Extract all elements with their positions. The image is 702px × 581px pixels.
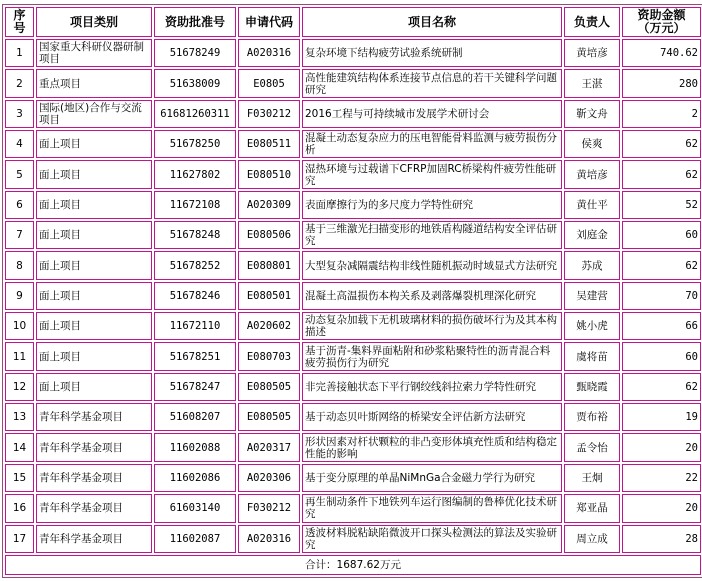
table-row <box>5 130 701 158</box>
cell-project-name: 混凝土高温损伤本构关系及剥落爆裂机理深化研究 <box>302 282 562 310</box>
table-row <box>5 69 701 97</box>
cell-grant-no: 51638009 <box>154 69 236 97</box>
header-row <box>5 7 701 37</box>
cell-code: F030212 <box>238 494 300 522</box>
cell-code: E080510 <box>238 160 300 188</box>
cell-leader: 王炯 <box>564 464 620 492</box>
cell-grant-no: 11602087 <box>154 525 236 554</box>
cell-grant-no: 11602086 <box>154 464 236 492</box>
cell-leader: 吴建营 <box>564 282 620 310</box>
cell-grant-no: 61603140 <box>154 494 236 522</box>
cell-category: 面上项目 <box>36 221 152 249</box>
table-row <box>5 100 701 128</box>
cell-seq: 11 <box>5 342 34 370</box>
cell-grant-no: 11602088 <box>154 433 236 461</box>
table-body <box>5 39 701 553</box>
cell-leader: 孟令怡 <box>564 433 620 461</box>
cell-seq: 16 <box>5 494 34 522</box>
cell-grant-no: 51608207 <box>154 403 236 431</box>
cell-project-name: 2016工程与可持续城市发展学术研讨会 <box>302 100 562 128</box>
cell-code: E080506 <box>238 221 300 249</box>
cell-amount: 20 <box>622 494 701 522</box>
header-leader: 负责人 <box>564 7 620 37</box>
cell-grant-no: 51678251 <box>154 342 236 370</box>
table-row <box>5 433 701 461</box>
cell-project-name: 基于沥青-集料界面粘附和砂浆粘聚特性的沥青混合料疲劳损伤行为研究 <box>302 342 562 370</box>
cell-category: 重点项目 <box>36 69 152 97</box>
cell-code: E080505 <box>238 403 300 431</box>
cell-code: E080501 <box>238 282 300 310</box>
total-row <box>5 555 701 575</box>
header-amount <box>622 7 701 37</box>
header-code: 申请代码 <box>238 7 300 37</box>
cell-leader: 甄晓霞 <box>564 373 620 401</box>
cell-category: 青年科学基金项目 <box>36 494 152 522</box>
cell-code: A020306 <box>238 464 300 492</box>
cell-seq: 8 <box>5 251 34 279</box>
table-row <box>5 160 701 188</box>
cell-amount: 60 <box>622 221 701 249</box>
table-row <box>5 525 701 554</box>
cell-leader: 黄培彦 <box>564 160 620 188</box>
cell-amount: 22 <box>622 464 701 492</box>
cell-project-name: 基于变分原理的单晶NiMnGa合金磁力学行为研究 <box>302 464 562 492</box>
cell-grant-no: 51678250 <box>154 130 236 158</box>
cell-code: E080703 <box>238 342 300 370</box>
cell-amount: 70 <box>622 282 701 310</box>
cell-amount: 62 <box>622 160 701 188</box>
cell-seq: 3 <box>5 100 34 128</box>
cell-seq: 17 <box>5 525 34 554</box>
cell-seq: 4 <box>5 130 34 158</box>
cell-code: A020316 <box>238 39 300 67</box>
table-row <box>5 373 701 401</box>
cell-category: 面上项目 <box>36 282 152 310</box>
cell-code: A020602 <box>238 312 300 340</box>
cell-project-name: 非完善接触状态下平行钢绞线斜拉索力学特性研究 <box>302 373 562 401</box>
cell-project-name: 透波材料脱粘缺陷微波开口探头检测法的算法及实验研究 <box>302 525 562 554</box>
table-row <box>5 494 701 522</box>
cell-seq: 13 <box>5 403 34 431</box>
cell-seq: 14 <box>5 433 34 461</box>
header-name: 项目名称 <box>302 7 562 37</box>
cell-amount: 62 <box>622 373 701 401</box>
cell-grant-no: 61681260311 <box>154 100 236 128</box>
table-row <box>5 251 701 279</box>
cell-seq: 15 <box>5 464 34 492</box>
table-row <box>5 221 701 249</box>
cell-amount: 60 <box>622 342 701 370</box>
table-row <box>5 342 701 370</box>
grant-table <box>2 4 702 578</box>
cell-category: 青年科学基金项目 <box>36 464 152 492</box>
cell-grant-no: 11672110 <box>154 312 236 340</box>
cell-category: 面上项目 <box>36 342 152 370</box>
cell-leader: 王湛 <box>564 69 620 97</box>
cell-amount: 66 <box>622 312 701 340</box>
cell-leader: 贾布裕 <box>564 403 620 431</box>
table-row <box>5 39 701 67</box>
cell-project-name: 复杂环境下结构疲劳试验系统研制 <box>302 39 562 67</box>
cell-leader: 侯爽 <box>564 130 620 158</box>
cell-amount: 52 <box>622 191 701 219</box>
header-amount-line2: （万元） <box>637 21 686 35</box>
cell-seq: 5 <box>5 160 34 188</box>
cell-code: E080505 <box>238 373 300 401</box>
cell-leader: 刘庭金 <box>564 221 620 249</box>
header-amount-line1: 资助金额 <box>637 8 686 22</box>
cell-grant-no: 51678252 <box>154 251 236 279</box>
cell-project-name: 动态复杂加载下无机玻璃材料的损伤破坏行为及其本构描述 <box>302 312 562 340</box>
cell-grant-no: 11672108 <box>154 191 236 219</box>
cell-amount: 280 <box>622 69 701 97</box>
cell-seq: 9 <box>5 282 34 310</box>
table-row <box>5 191 701 219</box>
cell-category: 面上项目 <box>36 373 152 401</box>
cell-leader: 郑亚晶 <box>564 494 620 522</box>
cell-seq: 2 <box>5 69 34 97</box>
cell-category: 国际(地区)合作与交流项目 <box>36 100 152 128</box>
cell-leader: 姚小虎 <box>564 312 620 340</box>
cell-grant-no: 51678248 <box>154 221 236 249</box>
cell-code: E080511 <box>238 130 300 158</box>
cell-code: A020309 <box>238 191 300 219</box>
cell-leader: 黄仕平 <box>564 191 620 219</box>
header-seq: 序号 <box>5 7 34 37</box>
cell-leader: 靳文舟 <box>564 100 620 128</box>
cell-code: A020317 <box>238 433 300 461</box>
cell-project-name: 大型复杂减隔震结构非线性随机振动时域显式方法研究 <box>302 251 562 279</box>
table-row <box>5 282 701 310</box>
cell-project-name: 表面摩擦行为的多尺度力学特性研究 <box>302 191 562 219</box>
cell-amount: 20 <box>622 433 701 461</box>
total-cell: 合计：1687.62万元 <box>5 555 701 575</box>
cell-project-name: 高性能建筑结构体系连接节点信息的若干关键科学问题研究 <box>302 69 562 97</box>
cell-category: 青年科学基金项目 <box>36 403 152 431</box>
cell-grant-no: 51678247 <box>154 373 236 401</box>
cell-grant-no: 51678246 <box>154 282 236 310</box>
cell-code: F030212 <box>238 100 300 128</box>
cell-category: 青年科学基金项目 <box>36 433 152 461</box>
cell-project-name: 再生制动条件下地铁列车运行图编制的鲁棒优化技术研究 <box>302 494 562 522</box>
cell-category: 面上项目 <box>36 130 152 158</box>
cell-code: E0805 <box>238 69 300 97</box>
cell-code: E080801 <box>238 251 300 279</box>
cell-seq: 1 <box>5 39 34 67</box>
header-grant-no: 资助批准号 <box>154 7 236 37</box>
cell-amount: 2 <box>622 100 701 128</box>
cell-leader: 虞将苗 <box>564 342 620 370</box>
cell-project-name: 基于动态贝叶斯网络的桥梁安全评估新方法研究 <box>302 403 562 431</box>
table-row <box>5 464 701 492</box>
cell-seq: 12 <box>5 373 34 401</box>
cell-amount: 19 <box>622 403 701 431</box>
cell-category: 面上项目 <box>36 160 152 188</box>
cell-grant-no: 51678249 <box>154 39 236 67</box>
cell-project-name: 基于三维激光扫描变形的地铁盾构隧道结构安全评估研究 <box>302 221 562 249</box>
cell-category: 国家重大科研仪器研制项目 <box>36 39 152 67</box>
header-category: 项目类别 <box>36 7 152 37</box>
cell-project-name: 混凝土动态复杂应力的压电智能骨料监测与疲劳损伤分析 <box>302 130 562 158</box>
cell-category: 面上项目 <box>36 312 152 340</box>
cell-seq: 6 <box>5 191 34 219</box>
cell-leader: 黄培彦 <box>564 39 620 67</box>
cell-amount: 740.62 <box>622 39 701 67</box>
cell-project-name: 湿热环境与过载谱下CFRP加固RC桥梁构件疲劳性能研究 <box>302 160 562 188</box>
cell-seq: 7 <box>5 221 34 249</box>
cell-project-name: 形状因素对杆状颗粒的非凸变形体填充性质和结构稳定性能的影响 <box>302 433 562 461</box>
cell-leader: 苏成 <box>564 251 620 279</box>
cell-leader: 周立成 <box>564 525 620 554</box>
cell-code: A020316 <box>238 525 300 554</box>
cell-amount: 62 <box>622 130 701 158</box>
cell-seq: 10 <box>5 312 34 340</box>
cell-category: 面上项目 <box>36 251 152 279</box>
cell-category: 青年科学基金项目 <box>36 525 152 554</box>
cell-category: 面上项目 <box>36 191 152 219</box>
cell-grant-no: 11627802 <box>154 160 236 188</box>
cell-amount: 28 <box>622 525 701 554</box>
table-row <box>5 403 701 431</box>
cell-amount: 62 <box>622 251 701 279</box>
table-row <box>5 312 701 340</box>
